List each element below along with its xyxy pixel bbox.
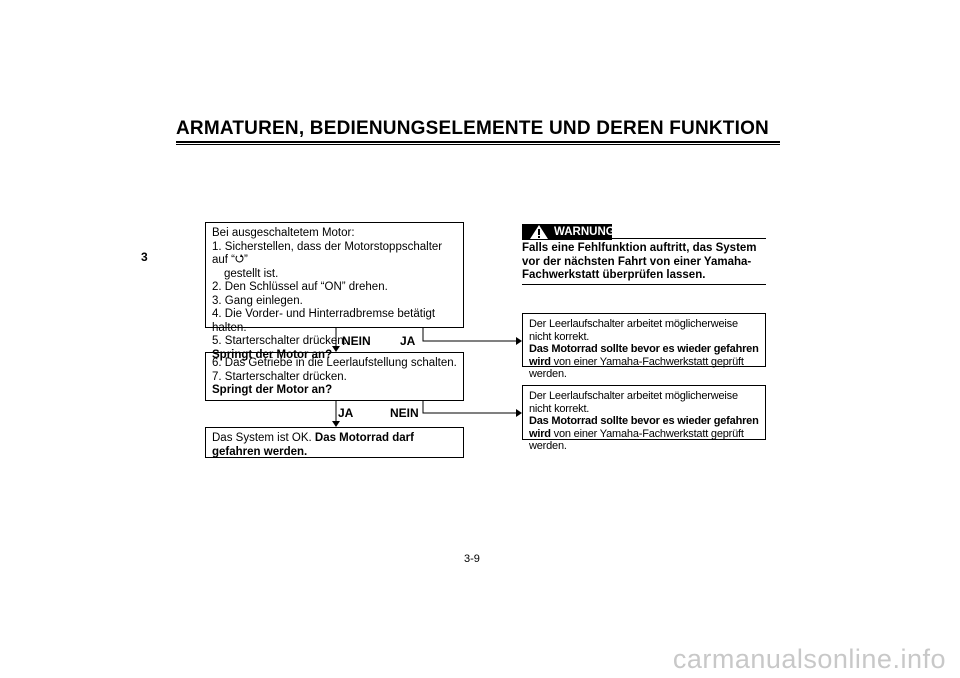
result-2-text: Der Leerlaufschalter arbeitet möglicherweise nicht korrekt. bbox=[529, 390, 738, 415]
flow-step-1: 1. Sicherstellen, dass der Motorstoppschalter auf “ ” bbox=[212, 240, 443, 266]
page-title: ARMATUREN, BEDIENUNGSELEMENTE UND DEREN FUNKTION bbox=[176, 118, 769, 139]
result-box-1 bbox=[522, 313, 766, 380]
result-1-text: Der Leerlaufschalter arbeitet möglicherweise nicht korrekt. bbox=[529, 318, 738, 343]
label-nein-2: NEIN bbox=[390, 406, 419, 420]
flow-box-ok bbox=[205, 427, 464, 458]
flow-step-3: 3. Gang einlegen. bbox=[212, 294, 303, 307]
flow-step-2: 2. Den Schlüssel auf “ON” drehen. bbox=[212, 281, 388, 293]
warning-header bbox=[522, 224, 615, 240]
warning-bottom-rule bbox=[522, 284, 766, 285]
warning-text: Falls eine Fehlfunktion auftritt, das System vor der nächsten Fahrt von einer Yamaha-Fachwerkstatt überprüfen lassen. bbox=[522, 242, 757, 281]
result-2-bold: Das Motorrad sollte bevor es wieder gefahren wird bbox=[529, 415, 759, 440]
result-box-2 bbox=[522, 385, 766, 452]
flow-intro: Bei ausgeschaltetem Motor: bbox=[212, 227, 355, 239]
chapter-number: 3 bbox=[141, 250, 148, 264]
result-2-text2: von einer Yamaha-Fachwerkstatt geprüft werden. bbox=[529, 427, 744, 452]
flow-step-1-cont: gestellt ist. bbox=[224, 267, 279, 280]
result-1-text2: von einer Yamaha-Fachwerkstatt geprüft werden. bbox=[529, 355, 744, 380]
ok-text: Das System ist OK. bbox=[212, 432, 315, 444]
label-ja-2: JA bbox=[338, 406, 354, 420]
flow-step-6: 6. Das Getriebe in die Leerlaufstellung schalten. bbox=[212, 357, 457, 369]
flow-question-1: Springt der Motor an? bbox=[212, 348, 333, 361]
flow-question-2: Springt der Motor an? bbox=[212, 384, 333, 396]
warning-rule bbox=[612, 238, 766, 239]
result-1-bold: Das Motorrad sollte bevor es wieder gefahren wird bbox=[529, 343, 759, 368]
label-nein-1: NEIN bbox=[342, 334, 371, 348]
engine-stop-run-icon bbox=[235, 254, 244, 264]
warning-icon bbox=[530, 225, 548, 239]
flow-step-4: 4. Die Vorder- und Hinterradbremse betätigt halten. bbox=[212, 308, 436, 334]
warning-label: WARNUNG bbox=[554, 226, 615, 238]
flow-step-7: 7. Starterschalter drücken. bbox=[212, 370, 347, 383]
page-number: 3-9 bbox=[464, 553, 480, 565]
watermark: carmanualsonline.info bbox=[672, 644, 946, 674]
ok-bold: Das Motorrad darf gefahren werden. bbox=[212, 432, 414, 458]
label-ja-1: JA bbox=[400, 334, 416, 348]
flow-step-5: 5. Starterschalter drücken. bbox=[212, 335, 347, 347]
flow-box-neutral bbox=[205, 352, 464, 401]
